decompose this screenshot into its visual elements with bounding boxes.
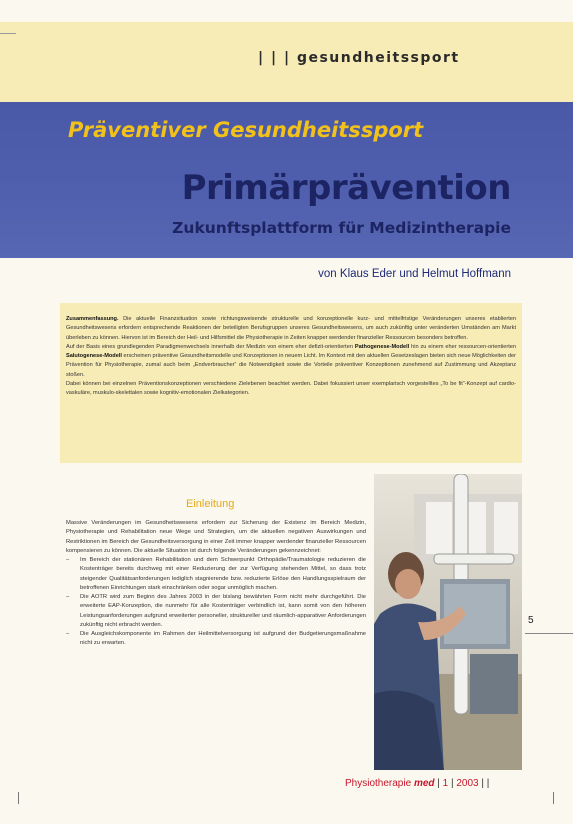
gym-photo-illustration xyxy=(374,474,522,770)
kicker-title: Präventiver Gesundheitssport xyxy=(68,118,424,142)
list-item: – Die Ausgleichskomponente im Rahmen der Heilmittelversorgung ist aufgrund der Budgetierungsmaßnahme nicht zu erwarten. xyxy=(66,630,366,649)
page-rule xyxy=(525,633,573,634)
intro-paragraph: Massive Veränderungen im Gesundheitswesens erfordern zur Sicherung der Existenz im Bereich Medizin, Physiotherapie und Rehabilitation neue Wege und Strategien, um die aktuellen negativen Auswirkungen und Restriktionen im Bereich der Gesundheitsversorgung in einer Zeit immer knapper werdender finanzieller Ressourcen kompensieren zu können. Die aktuelle Situation ist durch folgende Veränderungen gekennzeichnet: xyxy=(66,520,366,554)
abstract-text-2a: Auf der Basis eines grundlegenden Paradigmenwechsels innerhalb der Medizin von einem eher defizit-orientierten xyxy=(66,343,355,350)
abstract-term-pathogenese: Pathogenese-Modell xyxy=(354,343,410,350)
abstract-label: Zusammenfassung. xyxy=(66,316,119,322)
footer-med: med xyxy=(413,778,435,789)
abstract-paragraph-2 xyxy=(66,343,516,380)
section-label: | | | gesundheitssport xyxy=(258,50,460,66)
abstract-text-2c: erscheinen präventive Gesundheitsmodelle und Konzeptionen in neuem Licht. Im Kontext mit den aktuellen Gesetzeslagen bieten sich neue Möglichkeiten der Prävention für Physiotherapie, zumal auch beim „Endverbraucher“ die Notwendigkeit sowie die Vorteile präventiver Konzeptionen zunehmend auf Zustimmung und Akzeptanz stoßen. xyxy=(66,353,516,378)
page-number: 5 xyxy=(528,615,534,626)
abstract-text-1: Die aktuelle Finanzsituation sowie richtungsweisende strukturelle und konzeptionelle kurz- und mittelfristige Veränderungen unseres etablierten Gesundheitswesens erfordern entsprechende Reaktionen der beteiligten Berufsgruppen unseres Gesundheitswesens, um auch zukünftig unter veränderten Umständen am Markt überleben zu können. Hiervon ist im Bereich der Heil- und Hilfsmittel die Physiotherapie in Zeiten knapper werdender finanzieller Ressourcen besonders betroffen. xyxy=(66,316,516,341)
abstract-paragraph-3: Dabei können bei einzelnen Präventionskonzeptionen verschiedene Zielebenen beachtet werden. Dabei fokussiert unser exemplarisch vorgestelltes „To be fit“-Konzept auf cardio-vaskuläre, muskulo-skelettalen sowie kognitiv-emotionalen Zielkategorien. xyxy=(66,381,516,397)
footer-journal: Physiotherapie xyxy=(345,778,414,789)
intro-list xyxy=(66,556,366,649)
footer-separator: | xyxy=(448,778,457,789)
footer-year: 2003 xyxy=(456,778,479,789)
page-subtitle: Zukunftsplattform für Medizintherapie xyxy=(172,219,511,237)
abstract-term-salutogenese: Salutogenese-Modell xyxy=(66,353,122,360)
intro-body xyxy=(66,519,366,649)
crop-mark xyxy=(18,792,19,804)
gym-photo xyxy=(374,474,522,770)
list-item: – Im Bereich der stationären Rehabilitation und dem Schwerpunkt Orthopädie/Traumatologie reduzieren die Kostenträger bereits durchweg mit einer Reduzierung der zur Verfügung stehenden Mittel, so dass trotz steigender Qualitätsanforderungen lediglich stagnierende bzw. reduzierte Erlöse den Handlungsspielraum der betroffenen Einrichtungen stark einschränken oder sogar unmöglich machen. xyxy=(66,556,366,593)
footer-separator: | | xyxy=(478,778,490,789)
abstract-text-2b: hin zu einem eher ressourcen-orientierten xyxy=(409,343,517,350)
list-item: – Die AOTR wird zum Beginn des Jahres 2003 in der bislang bewährten Form nicht mehr durchgeführt. Die erweiterte EAP-Konzeption, die nunmehr für alle Kostenträger verbindlich ist, kann somit von den höheren Leistungsanforderungen aufgrund erweiterter personeller, struktureller und räumlich-apparativer Anforderungen zukünftig nicht erbracht werden. xyxy=(66,593,366,630)
footer-separator: | xyxy=(434,778,443,789)
page-title: Primärprävention xyxy=(181,168,511,208)
footer-journal-line xyxy=(345,778,489,789)
abstract-paragraph-1 xyxy=(66,315,516,343)
authors-line: von Klaus Eder und Helmut Hoffmann xyxy=(318,268,511,280)
crop-mark xyxy=(553,792,554,804)
top-rule xyxy=(0,33,16,34)
footer-issue: 1 xyxy=(442,778,449,789)
intro-heading: Einleitung xyxy=(186,498,235,510)
abstract xyxy=(66,315,516,399)
